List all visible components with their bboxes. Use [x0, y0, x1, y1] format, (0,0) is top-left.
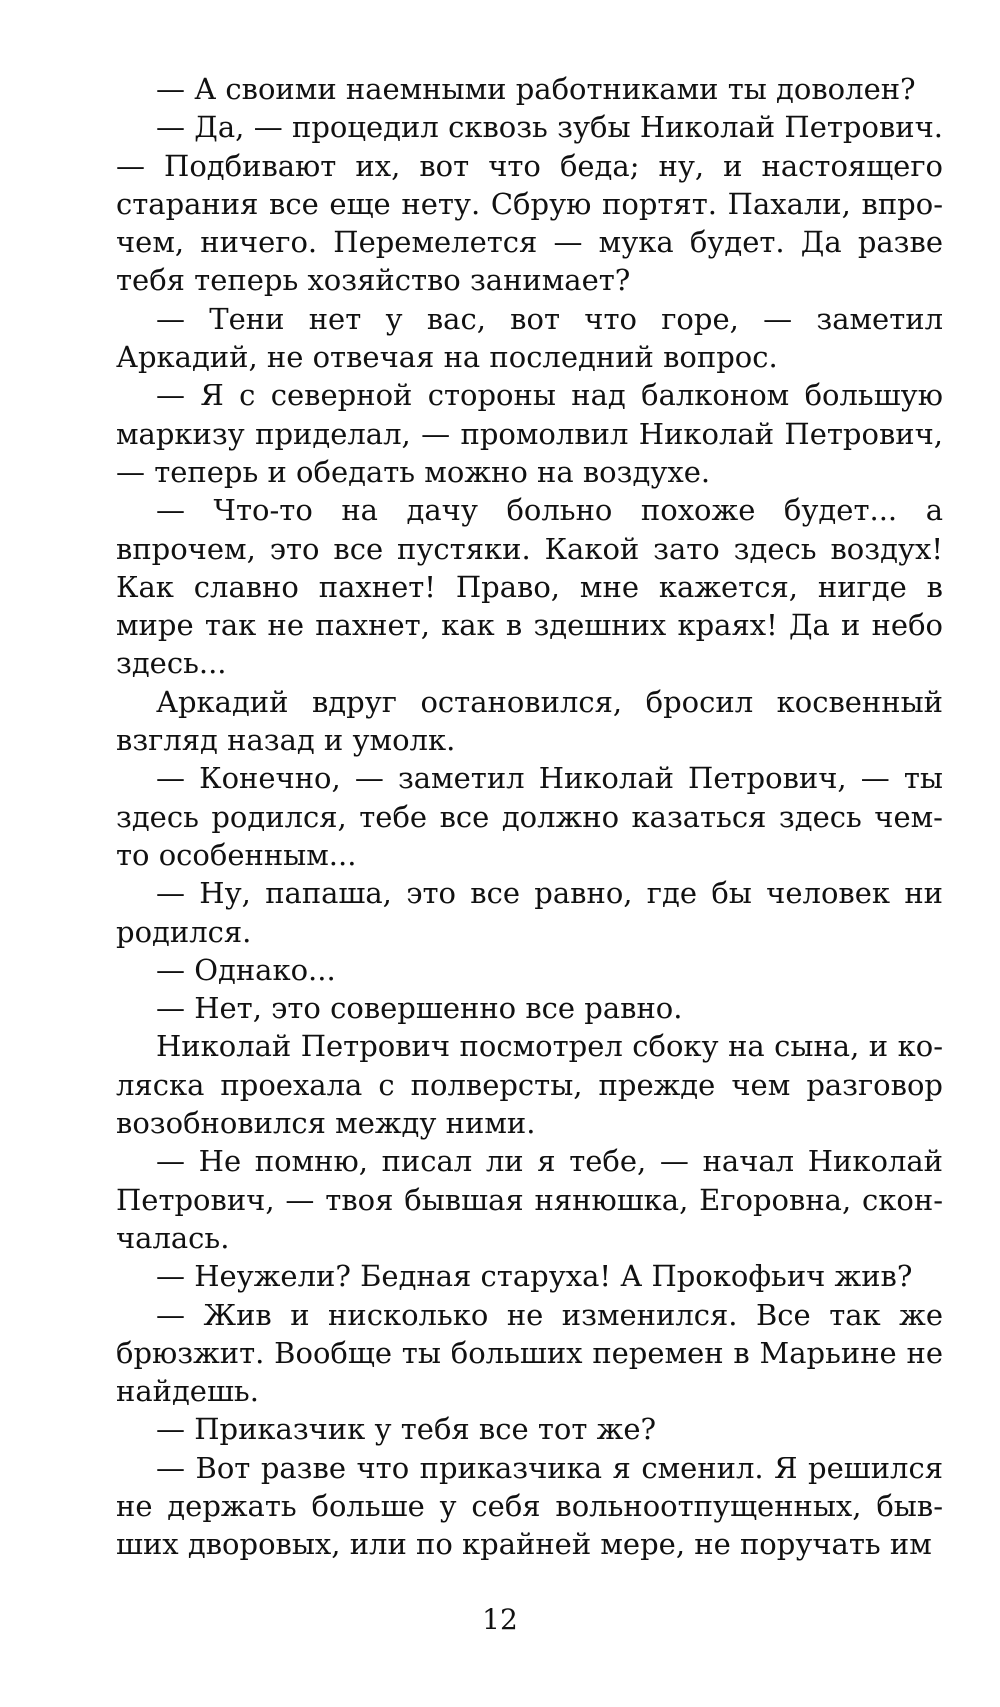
paragraph: — Конечно, — заметил Николай Петрович, — ты здесь родился, тебе все должно казаться здесь чем-то особенным...	[116, 761, 943, 872]
paragraph: — А своими наемными работниками ты доволен?	[156, 72, 916, 106]
body-text	[116, 70, 943, 1564]
paragraph: Николай Петрович посмотрел сбоку на сына, и коляска проехала с полверсты, прежде чем разговор возобновился между ними.	[116, 1029, 943, 1141]
page-number: 12	[482, 1603, 518, 1636]
paragraph: — Нет, это совершенно все равно.	[156, 991, 683, 1026]
paragraph: — Неужели? Бедная старуха! А Прокофьич жив?	[156, 1259, 913, 1294]
paragraph: — Вот разве что приказчика я сменил. Я решился не держать больше у себя вольноотпущенных, бывших дворовых, или по крайней мере, не поручать им	[116, 1450, 943, 1562]
paragraph: — Однако...	[156, 952, 336, 987]
paragraph: — Я с северной стороны над балконом большую маркизу приделал, — промолвил Николай Петрович, — теперь и обедать можно на воздухе.	[116, 378, 943, 489]
paragraph: — Жив и нисколько не изменился. Все так же брюзжит. Вообще ты больших перемен в Марьине не найдешь.	[116, 1297, 943, 1409]
paragraph: — Ну, папаша, это все равно, где бы человек ни родился.	[116, 876, 943, 949]
paragraph: — Приказчик у тебя все тот же?	[156, 1412, 657, 1447]
paragraph: — Тени нет у вас, вот что горе, — заметил Аркадий, не отвечая на последний вопрос.	[116, 301, 943, 375]
paragraph: — Что-то на дачу больно похоже будет... а впрочем, это все пустяки. Какой зато здесь воздух! Как славно пахнет! Право, мне кажется, нигде в мире так не пахнет, как в здешних краях! Да и небо здесь...	[116, 493, 943, 681]
paragraph: Аркадий вдруг остановился, бросил косвенный взгляд назад и умолк.	[116, 684, 943, 758]
paragraph: — Не помню, писал ли я тебе, — начал Николай Петрович, — твоя бывшая нянюшка, Егоровна, скончалась.	[116, 1144, 943, 1255]
paragraph: — Да, — процедил сквозь зубы Николай Петрович. — Подбивают их, вот что беда; ну, и настоящего старания все еще нету. Сбрую портят. Пахали, впрочем, ничего. Перемелется — мука будет. Да разве тебя теперь хозяйство занимает?	[116, 110, 943, 298]
